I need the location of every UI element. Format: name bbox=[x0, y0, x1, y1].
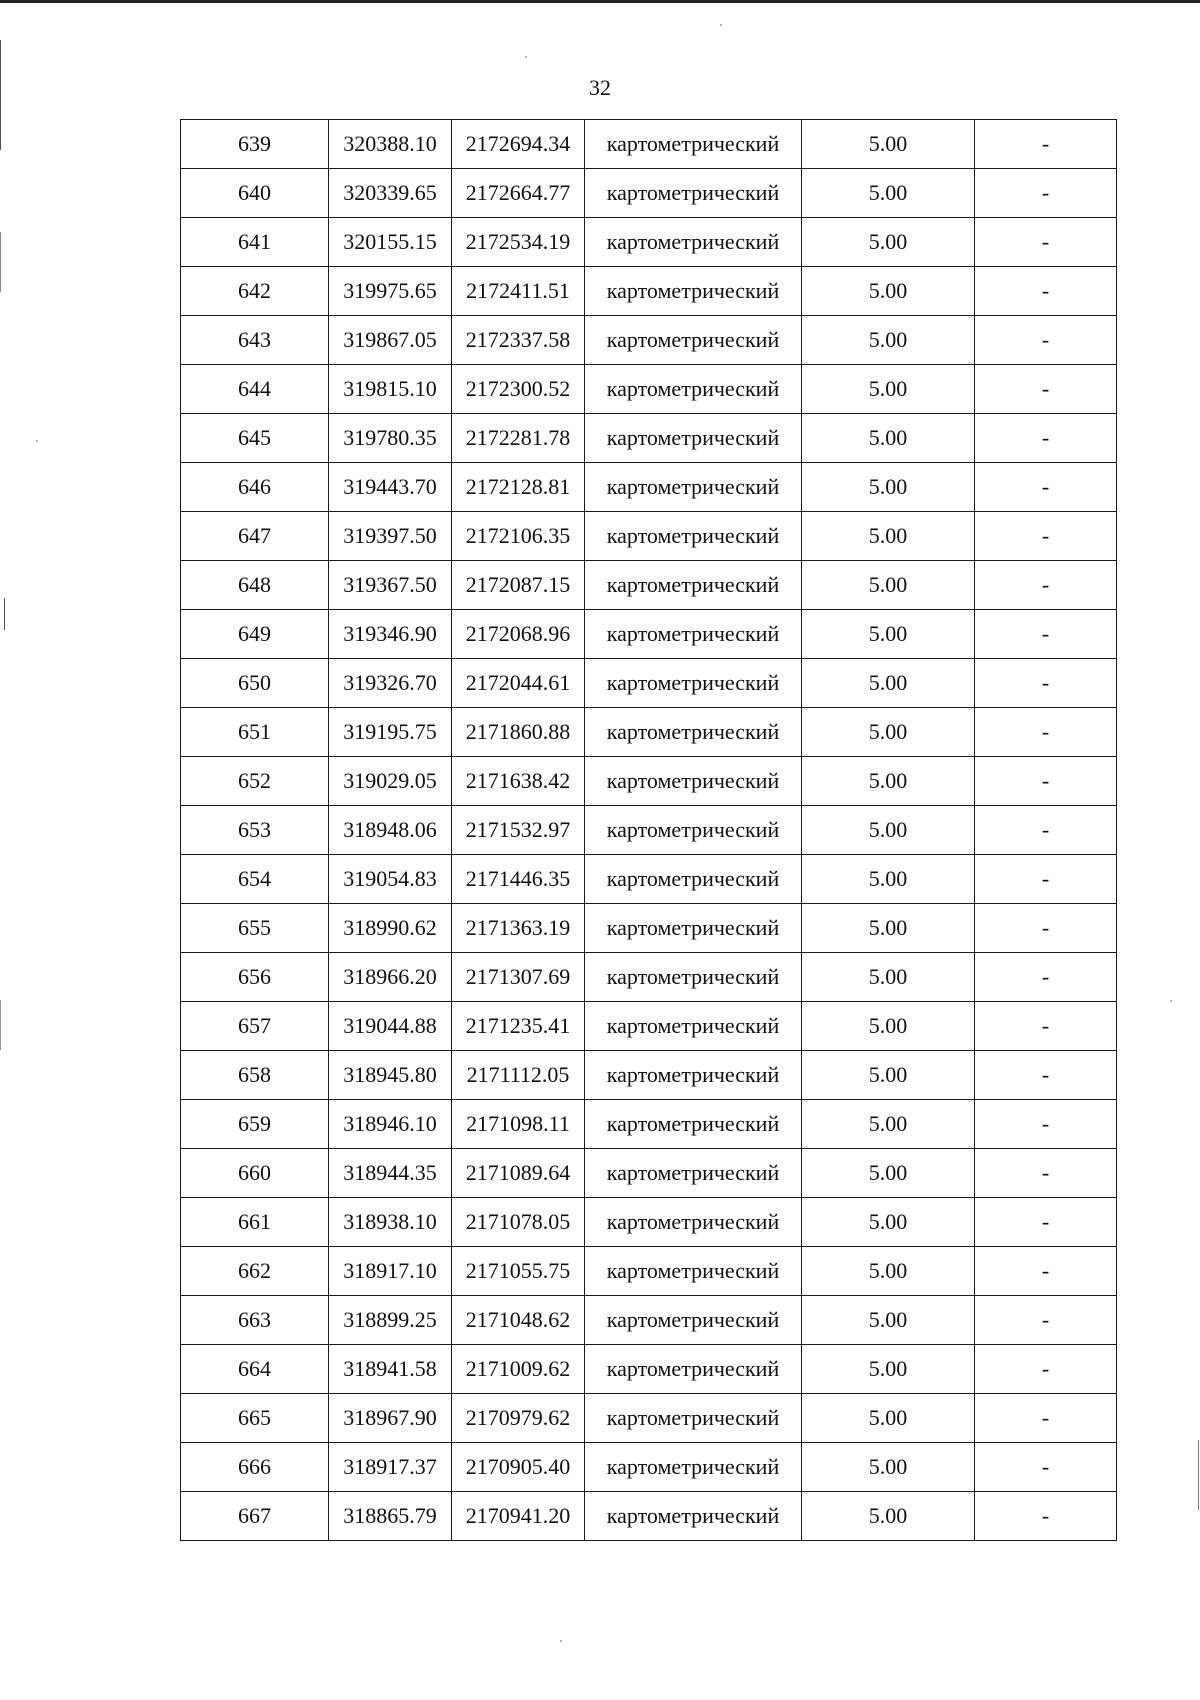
x-coordinate-cell: 318948.06 bbox=[329, 806, 452, 855]
note-cell: - bbox=[975, 1149, 1117, 1198]
y-coordinate-cell: 2172337.58 bbox=[452, 316, 585, 365]
note-cell: - bbox=[975, 610, 1117, 659]
accuracy-cell: 5.00 bbox=[802, 316, 975, 365]
table-row bbox=[181, 463, 1117, 512]
x-coordinate-cell: 319367.50 bbox=[329, 561, 452, 610]
table-row bbox=[181, 855, 1117, 904]
method-cell: картометрический bbox=[585, 463, 802, 512]
x-coordinate-cell: 319815.10 bbox=[329, 365, 452, 414]
accuracy-cell: 5.00 bbox=[802, 806, 975, 855]
note-cell: - bbox=[975, 855, 1117, 904]
method-cell: картометрический bbox=[585, 806, 802, 855]
table-row bbox=[181, 953, 1117, 1002]
scan-edge-mark bbox=[4, 598, 5, 630]
table-row bbox=[181, 659, 1117, 708]
y-coordinate-cell: 2172044.61 bbox=[452, 659, 585, 708]
y-coordinate-cell: 2172664.77 bbox=[452, 169, 585, 218]
y-coordinate-cell: 2172106.35 bbox=[452, 512, 585, 561]
point-number-cell: 639 bbox=[181, 120, 329, 169]
x-coordinate-cell: 320155.15 bbox=[329, 218, 452, 267]
table-row bbox=[181, 169, 1117, 218]
note-cell: - bbox=[975, 757, 1117, 806]
method-cell: картометрический bbox=[585, 1149, 802, 1198]
x-coordinate-cell: 318899.25 bbox=[329, 1296, 452, 1345]
point-number-cell: 656 bbox=[181, 953, 329, 1002]
point-number-cell: 665 bbox=[181, 1394, 329, 1443]
table-row bbox=[181, 316, 1117, 365]
note-cell: - bbox=[975, 1198, 1117, 1247]
note-cell: - bbox=[975, 904, 1117, 953]
table-row bbox=[181, 1100, 1117, 1149]
note-cell: - bbox=[975, 806, 1117, 855]
method-cell: картометрический bbox=[585, 267, 802, 316]
point-number-cell: 661 bbox=[181, 1198, 329, 1247]
point-number-cell: 666 bbox=[181, 1443, 329, 1492]
accuracy-cell: 5.00 bbox=[802, 1100, 975, 1149]
note-cell: - bbox=[975, 1345, 1117, 1394]
method-cell: картометрический bbox=[585, 316, 802, 365]
x-coordinate-cell: 319397.50 bbox=[329, 512, 452, 561]
y-coordinate-cell: 2172087.15 bbox=[452, 561, 585, 610]
x-coordinate-cell: 320388.10 bbox=[329, 120, 452, 169]
accuracy-cell: 5.00 bbox=[802, 659, 975, 708]
x-coordinate-cell: 319195.75 bbox=[329, 708, 452, 757]
accuracy-cell: 5.00 bbox=[802, 904, 975, 953]
point-number-cell: 641 bbox=[181, 218, 329, 267]
method-cell: картометрический bbox=[585, 708, 802, 757]
scan-edge-mark bbox=[1198, 1440, 1199, 1510]
table-row bbox=[181, 561, 1117, 610]
note-cell: - bbox=[975, 1100, 1117, 1149]
page-number: 32 bbox=[589, 75, 611, 100]
point-number-cell: 654 bbox=[181, 855, 329, 904]
accuracy-cell: 5.00 bbox=[802, 169, 975, 218]
accuracy-cell: 5.00 bbox=[802, 1002, 975, 1051]
method-cell: картометрический bbox=[585, 512, 802, 561]
x-coordinate-cell: 318941.58 bbox=[329, 1345, 452, 1394]
method-cell: картометрический bbox=[585, 1002, 802, 1051]
point-number-cell: 640 bbox=[181, 169, 329, 218]
table-row bbox=[181, 120, 1117, 169]
table-row bbox=[181, 365, 1117, 414]
note-cell: - bbox=[975, 267, 1117, 316]
table-row bbox=[181, 904, 1117, 953]
scan-speck bbox=[560, 1640, 562, 1642]
method-cell: картометрический bbox=[585, 659, 802, 708]
method-cell: картометрический bbox=[585, 1345, 802, 1394]
x-coordinate-cell: 319346.90 bbox=[329, 610, 452, 659]
accuracy-cell: 5.00 bbox=[802, 512, 975, 561]
x-coordinate-cell: 319029.05 bbox=[329, 757, 452, 806]
x-coordinate-cell: 318945.80 bbox=[329, 1051, 452, 1100]
x-coordinate-cell: 318917.37 bbox=[329, 1443, 452, 1492]
point-number-cell: 643 bbox=[181, 316, 329, 365]
note-cell: - bbox=[975, 1247, 1117, 1296]
method-cell: картометрический bbox=[585, 1100, 802, 1149]
note-cell: - bbox=[975, 414, 1117, 463]
note-cell: - bbox=[975, 1051, 1117, 1100]
method-cell: картометрический bbox=[585, 218, 802, 267]
x-coordinate-cell: 319044.88 bbox=[329, 1002, 452, 1051]
accuracy-cell: 5.00 bbox=[802, 1443, 975, 1492]
y-coordinate-cell: 2171089.64 bbox=[452, 1149, 585, 1198]
table-row bbox=[181, 1443, 1117, 1492]
method-cell: картометрический bbox=[585, 414, 802, 463]
table-row bbox=[181, 1002, 1117, 1051]
method-cell: картометрический bbox=[585, 120, 802, 169]
table-row bbox=[181, 414, 1117, 463]
y-coordinate-cell: 2171078.05 bbox=[452, 1198, 585, 1247]
y-coordinate-cell: 2171098.11 bbox=[452, 1100, 585, 1149]
x-coordinate-cell: 318944.35 bbox=[329, 1149, 452, 1198]
note-cell: - bbox=[975, 659, 1117, 708]
x-coordinate-cell: 319780.35 bbox=[329, 414, 452, 463]
x-coordinate-cell: 318990.62 bbox=[329, 904, 452, 953]
table-row bbox=[181, 218, 1117, 267]
table-row bbox=[181, 1247, 1117, 1296]
y-coordinate-cell: 2172694.34 bbox=[452, 120, 585, 169]
point-number-cell: 652 bbox=[181, 757, 329, 806]
accuracy-cell: 5.00 bbox=[802, 1051, 975, 1100]
coordinates-table bbox=[180, 119, 1117, 1541]
y-coordinate-cell: 2171446.35 bbox=[452, 855, 585, 904]
scan-speck bbox=[525, 56, 527, 58]
point-number-cell: 663 bbox=[181, 1296, 329, 1345]
method-cell: картометрический bbox=[585, 855, 802, 904]
accuracy-cell: 5.00 bbox=[802, 1492, 975, 1541]
table-row bbox=[181, 1296, 1117, 1345]
note-cell: - bbox=[975, 512, 1117, 561]
x-coordinate-cell: 318946.10 bbox=[329, 1100, 452, 1149]
method-cell: картометрический bbox=[585, 1296, 802, 1345]
x-coordinate-cell: 319867.05 bbox=[329, 316, 452, 365]
table-row bbox=[181, 1492, 1117, 1541]
scan-speck bbox=[720, 24, 722, 26]
point-number-cell: 645 bbox=[181, 414, 329, 463]
x-coordinate-cell: 319975.65 bbox=[329, 267, 452, 316]
point-number-cell: 664 bbox=[181, 1345, 329, 1394]
note-cell: - bbox=[975, 463, 1117, 512]
point-number-cell: 644 bbox=[181, 365, 329, 414]
table-row bbox=[181, 1051, 1117, 1100]
y-coordinate-cell: 2171112.05 bbox=[452, 1051, 585, 1100]
y-coordinate-cell: 2171363.19 bbox=[452, 904, 585, 953]
y-coordinate-cell: 2170941.20 bbox=[452, 1492, 585, 1541]
note-cell: - bbox=[975, 1443, 1117, 1492]
table-row bbox=[181, 1149, 1117, 1198]
y-coordinate-cell: 2172068.96 bbox=[452, 610, 585, 659]
note-cell: - bbox=[975, 316, 1117, 365]
table-row bbox=[181, 512, 1117, 561]
y-coordinate-cell: 2172281.78 bbox=[452, 414, 585, 463]
note-cell: - bbox=[975, 561, 1117, 610]
point-number-cell: 658 bbox=[181, 1051, 329, 1100]
accuracy-cell: 5.00 bbox=[802, 1198, 975, 1247]
scan-edge-mark bbox=[0, 1000, 1, 1050]
accuracy-cell: 5.00 bbox=[802, 953, 975, 1002]
y-coordinate-cell: 2172128.81 bbox=[452, 463, 585, 512]
y-coordinate-cell: 2172300.52 bbox=[452, 365, 585, 414]
y-coordinate-cell: 2171055.75 bbox=[452, 1247, 585, 1296]
point-number-cell: 647 bbox=[181, 512, 329, 561]
x-coordinate-cell: 318938.10 bbox=[329, 1198, 452, 1247]
point-number-cell: 650 bbox=[181, 659, 329, 708]
page-top-border bbox=[0, 0, 1200, 3]
accuracy-cell: 5.00 bbox=[802, 463, 975, 512]
accuracy-cell: 5.00 bbox=[802, 414, 975, 463]
note-cell: - bbox=[975, 953, 1117, 1002]
note-cell: - bbox=[975, 1296, 1117, 1345]
note-cell: - bbox=[975, 365, 1117, 414]
method-cell: картометрический bbox=[585, 1198, 802, 1247]
x-coordinate-cell: 318917.10 bbox=[329, 1247, 452, 1296]
method-cell: картометрический bbox=[585, 561, 802, 610]
point-number-cell: 662 bbox=[181, 1247, 329, 1296]
accuracy-cell: 5.00 bbox=[802, 218, 975, 267]
scan-speck bbox=[1170, 1000, 1172, 1002]
note-cell: - bbox=[975, 120, 1117, 169]
accuracy-cell: 5.00 bbox=[802, 267, 975, 316]
table-row bbox=[181, 1345, 1117, 1394]
page-number-row bbox=[0, 74, 1200, 102]
y-coordinate-cell: 2171532.97 bbox=[452, 806, 585, 855]
method-cell: картометрический bbox=[585, 1394, 802, 1443]
accuracy-cell: 5.00 bbox=[802, 561, 975, 610]
x-coordinate-cell: 319443.70 bbox=[329, 463, 452, 512]
method-cell: картометрический bbox=[585, 1492, 802, 1541]
x-coordinate-cell: 318966.20 bbox=[329, 953, 452, 1002]
y-coordinate-cell: 2171860.88 bbox=[452, 708, 585, 757]
method-cell: картометрический bbox=[585, 953, 802, 1002]
y-coordinate-cell: 2172411.51 bbox=[452, 267, 585, 316]
accuracy-cell: 5.00 bbox=[802, 365, 975, 414]
accuracy-cell: 5.00 bbox=[802, 610, 975, 659]
x-coordinate-cell: 320339.65 bbox=[329, 169, 452, 218]
accuracy-cell: 5.00 bbox=[802, 1296, 975, 1345]
y-coordinate-cell: 2171009.62 bbox=[452, 1345, 585, 1394]
point-number-cell: 646 bbox=[181, 463, 329, 512]
point-number-cell: 648 bbox=[181, 561, 329, 610]
accuracy-cell: 5.00 bbox=[802, 708, 975, 757]
method-cell: картометрический bbox=[585, 1443, 802, 1492]
point-number-cell: 653 bbox=[181, 806, 329, 855]
method-cell: картометрический bbox=[585, 169, 802, 218]
y-coordinate-cell: 2172534.19 bbox=[452, 218, 585, 267]
accuracy-cell: 5.00 bbox=[802, 120, 975, 169]
point-number-cell: 642 bbox=[181, 267, 329, 316]
table-row bbox=[181, 806, 1117, 855]
method-cell: картометрический bbox=[585, 904, 802, 953]
table-row bbox=[181, 267, 1117, 316]
note-cell: - bbox=[975, 1002, 1117, 1051]
x-coordinate-cell: 318865.79 bbox=[329, 1492, 452, 1541]
x-coordinate-cell: 319326.70 bbox=[329, 659, 452, 708]
note-cell: - bbox=[975, 708, 1117, 757]
accuracy-cell: 5.00 bbox=[802, 855, 975, 904]
method-cell: картометрический bbox=[585, 757, 802, 806]
accuracy-cell: 5.00 bbox=[802, 757, 975, 806]
table-row bbox=[181, 708, 1117, 757]
y-coordinate-cell: 2170979.62 bbox=[452, 1394, 585, 1443]
y-coordinate-cell: 2171307.69 bbox=[452, 953, 585, 1002]
y-coordinate-cell: 2170905.40 bbox=[452, 1443, 585, 1492]
accuracy-cell: 5.00 bbox=[802, 1345, 975, 1394]
point-number-cell: 655 bbox=[181, 904, 329, 953]
point-number-cell: 659 bbox=[181, 1100, 329, 1149]
table-row bbox=[181, 757, 1117, 806]
note-cell: - bbox=[975, 218, 1117, 267]
point-number-cell: 667 bbox=[181, 1492, 329, 1541]
point-number-cell: 657 bbox=[181, 1002, 329, 1051]
point-number-cell: 649 bbox=[181, 610, 329, 659]
method-cell: картометрический bbox=[585, 365, 802, 414]
point-number-cell: 651 bbox=[181, 708, 329, 757]
x-coordinate-cell: 319054.83 bbox=[329, 855, 452, 904]
scan-speck bbox=[36, 440, 38, 442]
method-cell: картометрический bbox=[585, 610, 802, 659]
method-cell: картометрический bbox=[585, 1247, 802, 1296]
y-coordinate-cell: 2171235.41 bbox=[452, 1002, 585, 1051]
x-coordinate-cell: 318967.90 bbox=[329, 1394, 452, 1443]
scan-edge-mark bbox=[0, 232, 1, 292]
accuracy-cell: 5.00 bbox=[802, 1247, 975, 1296]
note-cell: - bbox=[975, 1492, 1117, 1541]
note-cell: - bbox=[975, 169, 1117, 218]
table-row bbox=[181, 1198, 1117, 1247]
coordinates-table-body bbox=[181, 120, 1117, 1541]
accuracy-cell: 5.00 bbox=[802, 1394, 975, 1443]
coordinates-table-container bbox=[180, 119, 1116, 1541]
accuracy-cell: 5.00 bbox=[802, 1149, 975, 1198]
note-cell: - bbox=[975, 1394, 1117, 1443]
table-row bbox=[181, 610, 1117, 659]
method-cell: картометрический bbox=[585, 1051, 802, 1100]
y-coordinate-cell: 2171048.62 bbox=[452, 1296, 585, 1345]
point-number-cell: 660 bbox=[181, 1149, 329, 1198]
y-coordinate-cell: 2171638.42 bbox=[452, 757, 585, 806]
table-row bbox=[181, 1394, 1117, 1443]
